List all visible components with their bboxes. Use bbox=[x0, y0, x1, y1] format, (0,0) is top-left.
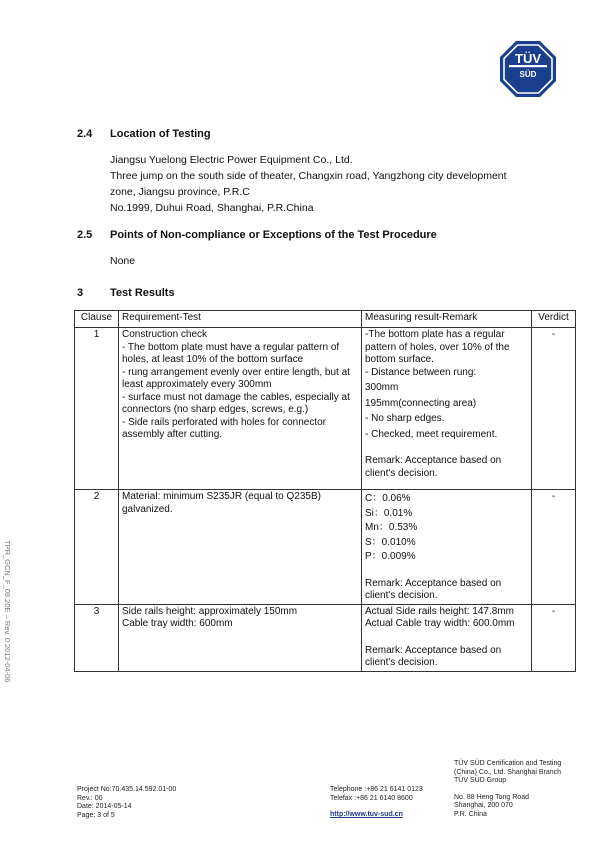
test-results-table bbox=[74, 310, 576, 672]
remark-text: Remark: Acceptance based on client's decision. bbox=[365, 644, 502, 668]
result-line: - Checked, meet requirement. bbox=[365, 428, 498, 440]
table-row bbox=[75, 490, 576, 605]
remark-text: Remark: Acceptance based on client's decision. bbox=[365, 577, 502, 601]
address-line: Three jump on the south side of theater, Changxin road, Yangzhong city development bbox=[110, 170, 507, 182]
requirement-line: - surface must not damage the cables, especially at connectors (no sharp edges, screws, e.g.) bbox=[122, 391, 350, 415]
requirement-cell bbox=[119, 604, 362, 671]
revision: Rev.: 00 bbox=[77, 794, 103, 802]
header-result: Measuring result-Remark bbox=[362, 311, 532, 328]
requirement-line: Cable tray width: 600mm bbox=[122, 618, 233, 629]
requirement-line: - Side rails perforated with holes for connector assembly after cutting. bbox=[122, 416, 326, 440]
footer-contact bbox=[330, 786, 423, 820]
result-line: 300mm bbox=[365, 382, 399, 393]
company-name: TÜV SÜD Certification and Testing bbox=[454, 760, 562, 767]
location-address bbox=[110, 152, 550, 216]
section-title: Test Results bbox=[110, 287, 175, 299]
project-number: Project No:70.435.14.592.01-00 bbox=[77, 786, 177, 793]
header-requirement: Requirement-Test bbox=[119, 311, 362, 328]
table-row bbox=[75, 328, 576, 490]
telefax: Telefax :+86 21 6140 8600 bbox=[330, 794, 413, 802]
address-line: Jiangsu Yuelong Electric Power Equipment Co., Ltd. bbox=[110, 154, 353, 166]
result-line: Actual Cable tray width: 600.0mm bbox=[365, 618, 515, 629]
verdict-cell: - bbox=[532, 604, 576, 671]
result-cell bbox=[362, 604, 532, 671]
clause-cell: 3 bbox=[75, 604, 119, 671]
result-line: Si：0.01% bbox=[365, 507, 413, 519]
clause-cell: 1 bbox=[75, 328, 119, 490]
result-line: -The bottom plate has a regular pattern of holes, over 10% of the bottom surface. bbox=[365, 329, 510, 365]
tuv-sud-logo-icon bbox=[499, 40, 557, 98]
company-group: TÜV SÜD Group bbox=[454, 777, 507, 784]
result-line: - Distance between rung: bbox=[365, 366, 477, 378]
section-title: Location of Testing bbox=[110, 128, 211, 140]
non-compliance-text bbox=[110, 253, 550, 269]
result-line: C：0.06% bbox=[365, 493, 411, 504]
requirement-line: Material: minimum S235JR (equal to Q235B) galvanized. bbox=[122, 491, 321, 515]
table-header-row bbox=[75, 311, 576, 328]
date: Date: 2014-05-14 bbox=[77, 803, 132, 810]
telephone: Telephone :+86 21 6141 0123 bbox=[330, 786, 423, 793]
non-compliance-value: None bbox=[110, 255, 136, 267]
header-clause: Clause bbox=[75, 311, 119, 328]
page-number: Page: 3 of 5 bbox=[77, 811, 115, 819]
result-line: S：0.010% bbox=[365, 536, 416, 548]
company-address: No. 88 Heng Tong Road bbox=[454, 793, 529, 801]
result-line: 195mm(connecting area) bbox=[365, 397, 477, 409]
result-line: Actual Side rails height: 147.8mm bbox=[365, 605, 514, 617]
footer-company bbox=[454, 760, 561, 819]
section-number: 3 bbox=[77, 287, 84, 299]
logo-text-bottom: SÜD bbox=[519, 70, 537, 79]
company-address: Shanghai, 200 070 bbox=[454, 802, 513, 809]
header-verdict: Verdict bbox=[532, 311, 576, 328]
logo-text-top: TÜV bbox=[515, 51, 541, 66]
verdict-cell: - bbox=[532, 328, 576, 490]
form-reference-text: TPR_GCN_F_08.20E – Rev. 0 2012-04-06 bbox=[3, 540, 12, 683]
remark-text: Remark: Acceptance based on client's decision. bbox=[365, 455, 502, 479]
company-address: P.R. China bbox=[454, 810, 487, 818]
address-line: No.1999, Duhui Road, Shanghai, P.R.China bbox=[110, 202, 314, 214]
footer-project-info bbox=[77, 786, 176, 820]
verdict-cell: - bbox=[532, 490, 576, 605]
section-title: Points of Non-compliance or Exceptions of the Test Procedure bbox=[110, 229, 437, 241]
result-line: - No sharp edges. bbox=[365, 413, 445, 424]
requirement-line: - rung arrangement evenly over entire length, but at least approximately every 300mm bbox=[122, 366, 350, 390]
result-line: P：0.009% bbox=[365, 551, 416, 562]
result-cell bbox=[362, 328, 532, 490]
requirement-cell bbox=[119, 328, 362, 490]
table-row bbox=[75, 604, 576, 671]
clause-cell: 2 bbox=[75, 490, 119, 605]
address-line: zone, Jiangsu province, P.R.C bbox=[110, 186, 250, 198]
result-cell bbox=[362, 490, 532, 605]
section-number: 2.5 bbox=[77, 229, 93, 241]
company-name: (China) Co., Ltd. Shanghai Branch bbox=[454, 768, 562, 776]
section-number: 2.4 bbox=[77, 128, 93, 140]
requirement-cell bbox=[119, 490, 362, 605]
requirement-line: Construction check bbox=[122, 329, 208, 340]
requirement-line: - The bottom plate must have a regular pattern of holes, at least 10% of the bottom surface bbox=[122, 341, 340, 365]
requirement-line: Side rails height: approximately 150mm bbox=[122, 605, 298, 617]
website-link[interactable]: http://www.tuv-sud.cn bbox=[330, 811, 403, 818]
result-line: Mn：0.53% bbox=[365, 522, 418, 533]
